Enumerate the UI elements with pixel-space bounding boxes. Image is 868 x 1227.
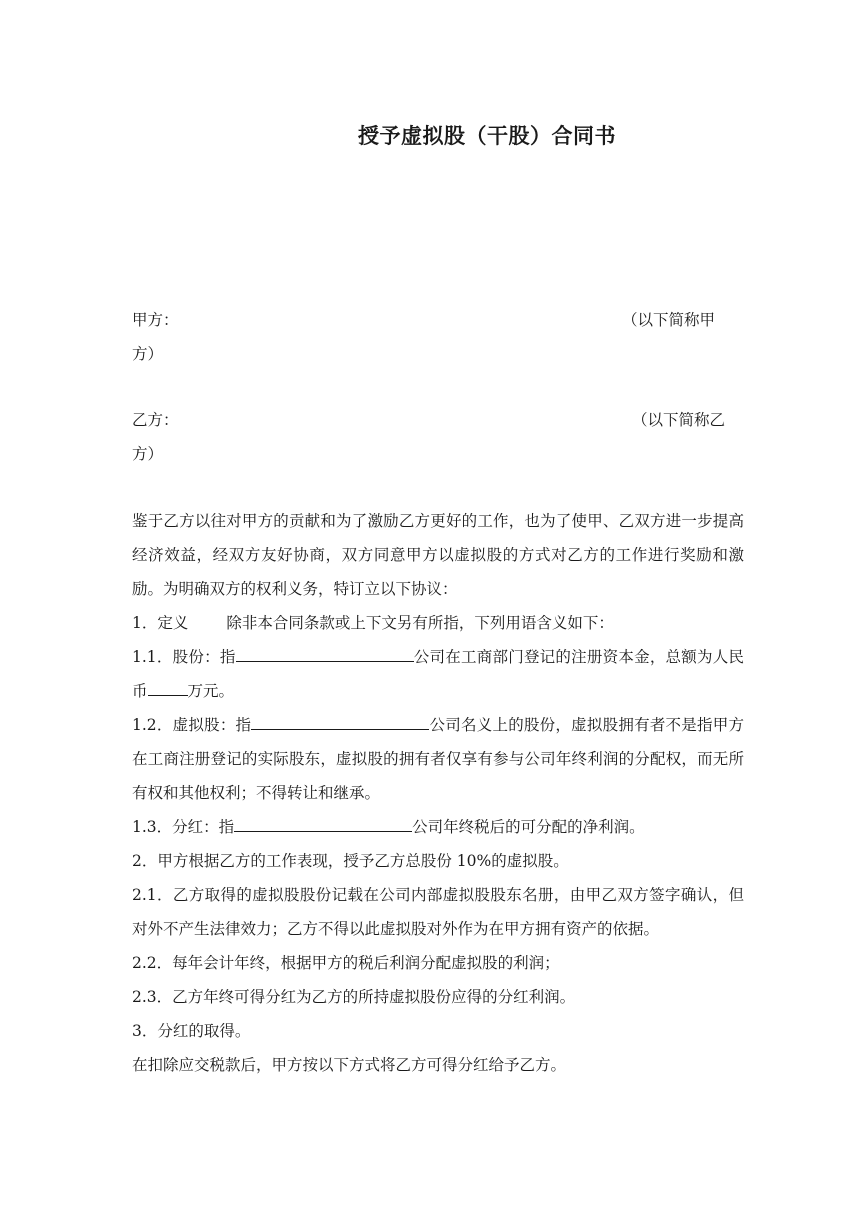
amount-blank	[148, 675, 188, 696]
company-name-blank	[234, 811, 412, 832]
party-a-line	[132, 303, 738, 373]
clause-1	[132, 606, 744, 640]
clause-1-3-suffix: 公司年终税后的可分配的净利润。	[412, 818, 645, 836]
clause-2-3: 2.3．乙方年终可得分红为乙方的所持虚拟股份应得的分红利润。	[132, 988, 576, 1006]
document-title: 授予虚拟股（干股）合同书	[358, 123, 616, 148]
company-name-blank	[236, 641, 414, 662]
party-a-abbrev-end: 方）	[132, 345, 164, 363]
clause-1-1-middle: 公司在工商部门登记的注册资本金，总额为人民币	[132, 648, 744, 700]
clause-1-2-prefix: 1.2．虚拟股：指	[132, 716, 252, 734]
clause-1-3-prefix: 1.3．分红：指	[132, 818, 235, 836]
clause-2: 2．甲方根据乙方的工作表现，授予乙方总股份 10%的虚拟股。	[132, 852, 569, 870]
party-b-label: 乙方：	[132, 411, 179, 429]
clause-1-1-suffix: 万元。	[187, 682, 235, 700]
party-a-abbrev: （以下简称甲	[622, 311, 716, 329]
clause-3: 3．分红的取得。	[132, 1022, 251, 1040]
clause-1-1-prefix: 1.1．股份：指	[132, 648, 236, 666]
company-name-blank	[251, 709, 429, 730]
clause-1-number: 1．定义	[132, 614, 189, 632]
clause-1-2-suffix: 公司名义上的股份，虚拟股拥有者不是指甲方在工商注册登记的实际股东，虚拟股的拥有者仅享有参与公司年终利润的分配权，而无所有权和其他权利；不得转让和继承。	[132, 716, 744, 802]
party-b-abbrev: （以下简称乙	[632, 411, 726, 429]
clause-1-text: 除非本合同条款或上下文另有所指，下列用语含义如下：	[226, 614, 614, 632]
clause-2-1: 2.1．乙方取得的虚拟股股份记载在公司内部虚拟股股东名册，由甲乙双方签字确认，但对外不产生法律效力；乙方不得以此虚拟股对外作为在甲方拥有资产的依据。	[132, 886, 744, 938]
party-b-line	[132, 403, 738, 473]
preamble-paragraph: 鉴于乙方以往对甲方的贡献和为了激励乙方更好的工作，也为了使甲、乙双方进一步提高经济效益，经双方友好协商，双方同意甲方以虚拟股的方式对乙方的工作进行奖励和激励。为明确双方的权利义务，特订立以下协议：	[132, 512, 744, 598]
party-b-abbrev-end: 方）	[132, 445, 164, 463]
clause-2-2: 2.2．每年会计年终，根据甲方的税后利润分配虚拟股的利润；	[132, 954, 560, 972]
clause-1-3	[132, 810, 744, 844]
party-a-label: 甲方：	[132, 311, 179, 329]
clause-1-1	[132, 640, 744, 708]
clause-3-text: 在扣除应交税款后，甲方按以下方式将乙方可得分红给予乙方。	[132, 1056, 567, 1074]
clause-1-2	[132, 708, 744, 810]
contract-body	[132, 504, 744, 1082]
